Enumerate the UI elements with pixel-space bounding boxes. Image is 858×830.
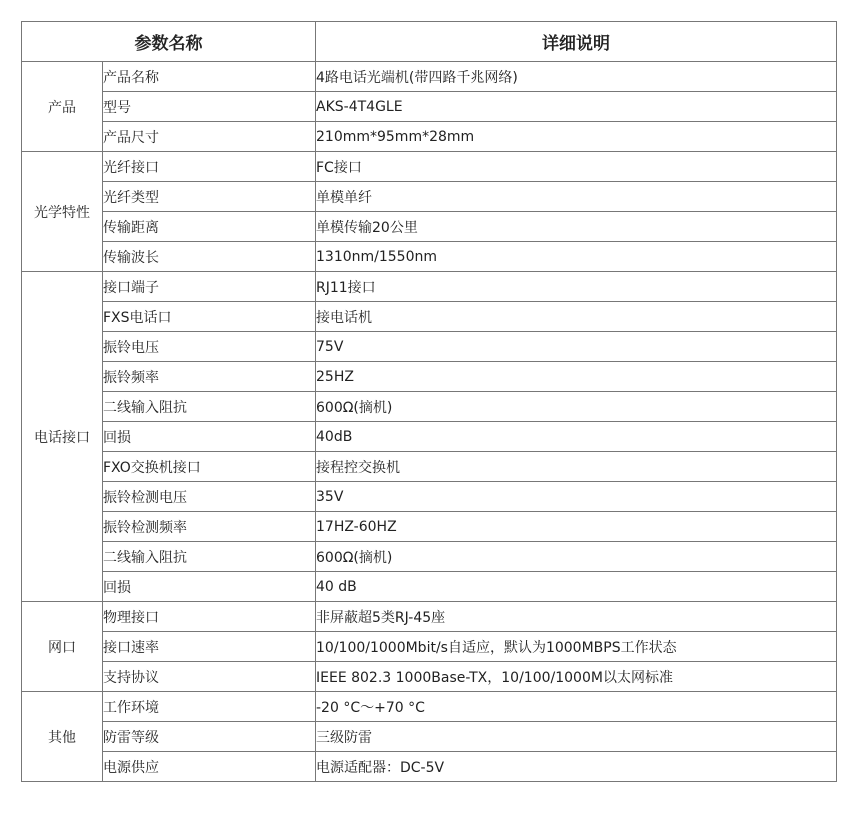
- param-cell: FXO交换机接口: [103, 452, 316, 482]
- value-cell: 单模单纤: [316, 182, 837, 212]
- param-cell: 振铃检测频率: [103, 512, 316, 542]
- value-cell: 电源适配器：DC-5V: [316, 752, 837, 782]
- param-cell: 产品名称: [103, 62, 316, 92]
- param-cell: 回损: [103, 422, 316, 452]
- value-cell: FC接口: [316, 152, 837, 182]
- value-cell: 1310nm/1550nm: [316, 242, 837, 272]
- table-row: [22, 452, 837, 482]
- param-cell: 防雷等级: [103, 722, 316, 752]
- value-cell: 600Ω(摘机): [316, 392, 837, 422]
- param-cell: 传输距离: [103, 212, 316, 242]
- value-cell: -20 °C～+70 °C: [316, 692, 837, 722]
- table-row: [22, 182, 837, 212]
- table-row: [22, 512, 837, 542]
- param-cell: 接口端子: [103, 272, 316, 302]
- table-row: [22, 242, 837, 272]
- param-cell: 二线输入阻抗: [103, 392, 316, 422]
- spec-table: [21, 21, 837, 782]
- header-row: [22, 22, 837, 62]
- value-cell: 40dB: [316, 422, 837, 452]
- value-cell: 35V: [316, 482, 837, 512]
- value-cell: 10/100/1000Mbit/s自适应，默认为1000MBPS工作状态: [316, 632, 837, 662]
- param-cell: 支持协议: [103, 662, 316, 692]
- param-cell: 振铃电压: [103, 332, 316, 362]
- param-cell: 工作环境: [103, 692, 316, 722]
- param-cell: 振铃频率: [103, 362, 316, 392]
- value-cell: 25HZ: [316, 362, 837, 392]
- param-cell: 型号: [103, 92, 316, 122]
- table-row: [22, 542, 837, 572]
- value-cell: 40 dB: [316, 572, 837, 602]
- param-cell: 接口速率: [103, 632, 316, 662]
- value-cell: RJ11接口: [316, 272, 837, 302]
- param-cell: 振铃检测电压: [103, 482, 316, 512]
- param-cell: 电源供应: [103, 752, 316, 782]
- table-row: [22, 272, 837, 302]
- category-cell: 电话接口: [22, 272, 103, 602]
- table-row: [22, 302, 837, 332]
- header-detail: 详细说明: [316, 22, 837, 62]
- table-row: [22, 572, 837, 602]
- value-cell: 4路电话光端机(带四路千兆网络): [316, 62, 837, 92]
- table-row: [22, 422, 837, 452]
- param-cell: 传输波长: [103, 242, 316, 272]
- param-cell: 物理接口: [103, 602, 316, 632]
- category-cell: 产品: [22, 62, 103, 152]
- value-cell: 210mm*95mm*28mm: [316, 122, 837, 152]
- param-cell: FXS电话口: [103, 302, 316, 332]
- value-cell: 接电话机: [316, 302, 837, 332]
- category-cell: 网口: [22, 602, 103, 692]
- table-row: [22, 332, 837, 362]
- table-row: [22, 602, 837, 632]
- table-row: [22, 632, 837, 662]
- table-row: [22, 92, 837, 122]
- param-cell: 光纤类型: [103, 182, 316, 212]
- table-row: [22, 662, 837, 692]
- table-row: [22, 692, 837, 722]
- param-cell: 光纤接口: [103, 152, 316, 182]
- table-row: [22, 392, 837, 422]
- value-cell: 600Ω(摘机): [316, 542, 837, 572]
- value-cell: 非屏蔽超5类RJ-45座: [316, 602, 837, 632]
- table-row: [22, 362, 837, 392]
- category-cell: 其他: [22, 692, 103, 782]
- param-cell: 二线输入阻抗: [103, 542, 316, 572]
- spec-body: [22, 62, 837, 782]
- header-param: 参数名称: [22, 22, 316, 62]
- table-row: [22, 62, 837, 92]
- value-cell: 75V: [316, 332, 837, 362]
- value-cell: 17HZ-60HZ: [316, 512, 837, 542]
- table-row: [22, 212, 837, 242]
- table-row: [22, 152, 837, 182]
- table-row: [22, 482, 837, 512]
- param-cell: 产品尺寸: [103, 122, 316, 152]
- table-row: [22, 722, 837, 752]
- table-row: [22, 752, 837, 782]
- value-cell: 接程控交换机: [316, 452, 837, 482]
- value-cell: 三级防雷: [316, 722, 837, 752]
- param-cell: 回损: [103, 572, 316, 602]
- value-cell: IEEE 802.3 1000Base-TX，10/100/1000M以太网标准: [316, 662, 837, 692]
- category-cell: 光学特性: [22, 152, 103, 272]
- table-row: [22, 122, 837, 152]
- value-cell: AKS-4T4GLE: [316, 92, 837, 122]
- value-cell: 单模传输20公里: [316, 212, 837, 242]
